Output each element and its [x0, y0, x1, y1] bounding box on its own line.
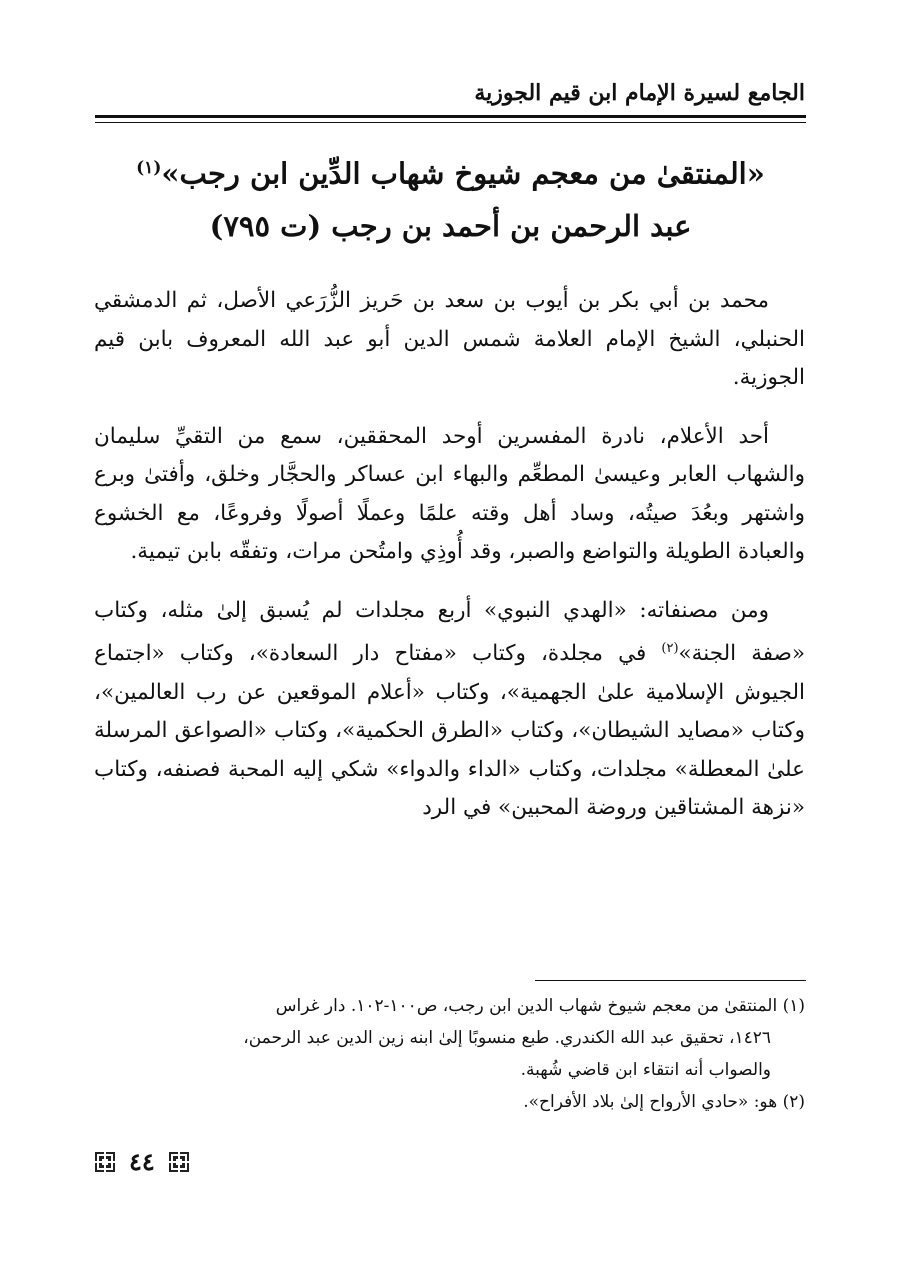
paragraph-1: [94, 282, 805, 398]
section-title-line-2: عبد الرحمن بن أحمد بن رجب (ت ٧٩٥): [209, 208, 692, 243]
header-rule-thin: [95, 122, 806, 123]
paragraph-3-text-b: في مجلدة، وكتاب «مفتاح دار السعادة»، وكتاب «اجتماع الجيوش الإسلامية علىٰ الجهمية»، وكتاب «أعلام الموقعين عن رب العالمين»، وكتاب «مصايد الشيطان»، وكتاب «الطرق الحكمية»، وكتاب «الصواعق المرسلة علىٰ المعطلة» مجلدات، وكتاب «الداء والدواء» شكي إليه المحبة فصنفه، وكتاب «نزهة المشتاقين وروضة المحبين» في الرد: [94, 641, 805, 821]
footnote-2: (٢) هو: «حادي الأرواح إلىٰ بلاد الأفراح».: [523, 1092, 805, 1112]
page-number-block: [95, 1142, 189, 1182]
footnote-1-line-2: ١٤٢٦، تحقيق عبد الله الكندري. طبع منسوبًا إلىٰ ابنه زين الدين عبد الرحمن،: [243, 1028, 771, 1048]
footnote-marker-1: (١): [136, 158, 162, 178]
section-title: [95, 142, 806, 252]
paragraph-2: [94, 418, 805, 572]
paragraph-3: [94, 592, 805, 828]
section-title-text: «المنتقىٰ من معجم شيوخ شهاب الدِّين ابن رجب»: [161, 156, 765, 191]
footnote-1-line-3: والصواب أنه انتقاء ابن قاضي شُهبة.: [520, 1060, 771, 1080]
footnote-1-line-1: (١) المنتقىٰ من معجم شيوخ شهاب الدين ابن رجب، ص١٠٠-١٠٢. دار غراس: [275, 996, 805, 1016]
arabesque-ornament-icon: [95, 1152, 115, 1172]
paragraph-1-text: محمد بن أبي بكر بن أيوب بن سعد بن حَريز الزُّرَعي الأصل، ثم الدمشقي الحنبلي، الشيخ الإمام العلامة شمس الدين أبو عبد الله المعروف بابن قيم الجوزية.: [94, 288, 805, 390]
paragraph-2-text: أحد الأعلام، نادرة المفسرين أوحد المحققين، سمع من التقيِّ سليمان والشهاب العابر وعيسىٰ المطعِّم والبهاء ابن عساكر والحجَّار وخلق، وأفتىٰ وبرع واشتهر وبعُدَ صيتُه، وساد أهل وقته علمًا وعملًا أصولًا وفروعًا، مع الخشوع والعبادة الطويلة والتواضع والصبر، وقد أُوذِي وامتُحن مرات، وتفقّه بابن تيمية.: [94, 423, 805, 564]
footnote-separator: [535, 980, 806, 981]
arabesque-ornament-icon: [169, 1152, 189, 1172]
running-header: الجامع لسيرة الإمام ابن قيم الجوزية: [474, 80, 805, 106]
footnotes: [94, 990, 805, 1118]
page-number: ٤٤: [129, 1147, 155, 1176]
footnote-marker-2: (٢): [661, 641, 679, 656]
paragraph-3-text-a: ومن مصنفاته: «الهدي النبوي» أربع مجلدات لم يُسبق إلىٰ مثله، وكتاب «صفة الجنة»: [94, 597, 806, 667]
body-text: [94, 282, 805, 848]
header-rule-thick: [95, 115, 806, 118]
section-title-line-1: [95, 142, 806, 200]
